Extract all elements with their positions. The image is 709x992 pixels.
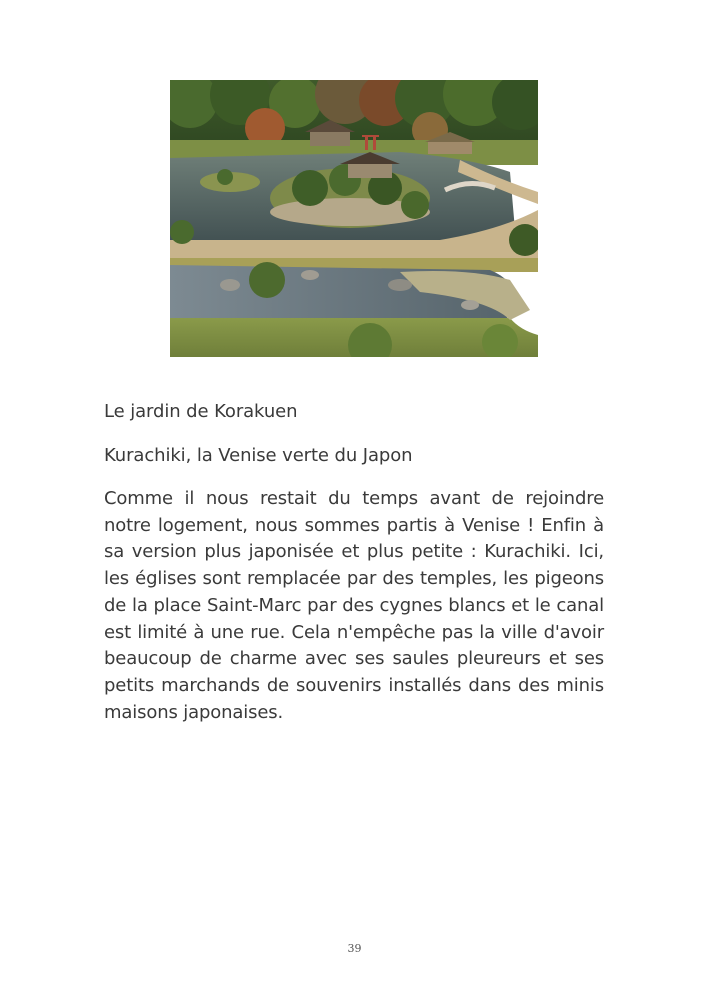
section-title: Kurachiki, la Venise verte du Japon [104, 445, 413, 466]
garden-photo [170, 80, 538, 357]
photo-caption: Le jardin de Korakuen [104, 401, 298, 422]
page-number: 39 [347, 942, 362, 955]
garden-illustration [170, 80, 538, 357]
body-paragraph: Comme il nous restait du temps avant de rejoindre notre logement, nous sommes partis à Venise ! Enfin à sa version plus japonisée et plus petite : Kurachiki. Ici, les églises sont remplacée par des temples, les pigeons de la place Saint-Marc par des cygnes blancs et le canal est limité à une rue. Cela n'empêche pas la ville d'avoir beaucoup de charme avec ses saules pleureurs et ses petits marchands de souvenirs installés dans des minis maisons japonaises. [104, 488, 604, 723]
